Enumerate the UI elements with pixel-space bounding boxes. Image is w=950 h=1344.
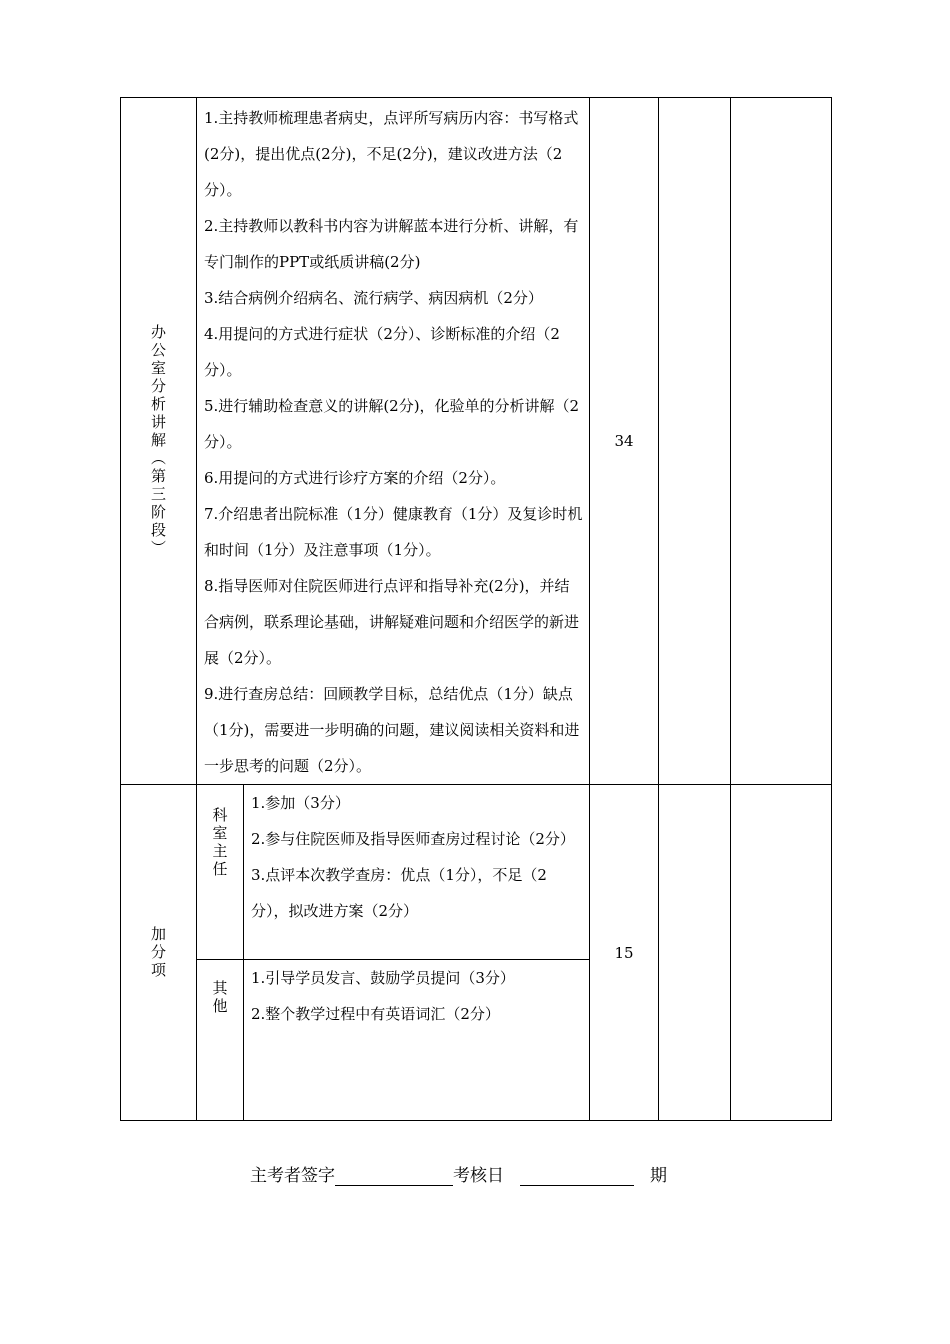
bonus-item: 2.整个教学过程中有英语词汇（2分） [251,1005,500,1023]
bonus-item: 2.参与住院医师及指导医师查房过程讨论（2分） [251,830,575,848]
examiner-signature-label: 主考者签字 [250,1166,335,1186]
bonus-subcategory-label: 其他 [210,980,229,1016]
bonus-item: 1.引导学员发言、鼓励学员提问（3分） [251,969,515,987]
exam-date-field[interactable] [520,1165,634,1186]
score-entry-cell[interactable] [659,98,731,785]
exam-date-suffix: 期 [650,1166,667,1186]
criteria-item: 9.进行查房总结：回顾教学目标，总结优点（1分）缺点（1分)，需要进一步明确的问题，建议阅读相关资料和进一步思考的问题（2分）。 [204,685,580,775]
bonus-subcategory-cell [197,960,244,1121]
bonus-remarks-cell[interactable] [731,785,832,1121]
remarks-cell[interactable] [731,98,832,785]
criteria-item: 3.结合病例介绍病名、流行病学、病因病机（2分） [204,289,543,307]
bonus-category-cell [121,785,197,1121]
bonus-criteria-cell [244,785,590,960]
criteria-item: 8.指导医师对住院医师进行点评和指导补充(2分)，并结合病例，联系理论基础，讲解疑难问题和介绍医学的新进展（2分）。 [204,577,580,667]
criteria-item: 5.进行辅助检查意义的讲解(2分)，化验单的分析讲解（2分）。 [204,397,580,451]
criteria-item: 7.介绍患者出院标准（1分）健康教育（1分）及复诊时机和时间（1分）及注意事项（1分）。 [204,505,583,559]
criteria-item: 6.用提问的方式进行诊疗方案的介绍（2分）。 [204,469,506,487]
table-row-bonus-director [121,785,832,960]
bonus-subcategory-cell [197,785,244,960]
category-label: 办公室分析讲解（第三阶段） [149,324,167,558]
criteria-item: 4.用提问的方式进行症状（2分）、诊断标准的介绍（2分）。 [204,325,560,379]
criteria-cell [197,98,590,785]
exam-date-label: 考核日 [453,1166,504,1186]
bonus-criteria-cell [244,960,590,1121]
evaluation-table [120,97,832,1121]
bonus-subcategory-label: 科室主任 [210,807,229,879]
criteria-item: 2.主持教师以教科书内容为讲解蓝本进行分析、讲解，有专门制作的PPT或纸质讲稿(2分) [204,217,579,271]
criteria-item: 1.主持教师梳理患者病史，点评所写病历内容：书写格式(2分)，提出优点(2分)，不足(2分)，建议改进方法（2分）。 [204,109,579,199]
bonus-category-label: 加分项 [149,925,167,980]
bonus-item: 3.点评本次教学查房：优点（1分），不足（2分），拟改进方案（2分） [251,866,547,920]
examiner-signature-field[interactable] [335,1165,453,1186]
signature-line [250,1161,667,1186]
bonus-item: 1.参加（3分） [251,794,350,812]
bonus-score-entry-cell[interactable] [659,785,731,1121]
table-row-office-analysis [121,98,832,785]
bonus-max-score-cell: 15 [590,785,659,1121]
category-cell [121,98,197,785]
max-score-cell: 34 [590,98,659,785]
